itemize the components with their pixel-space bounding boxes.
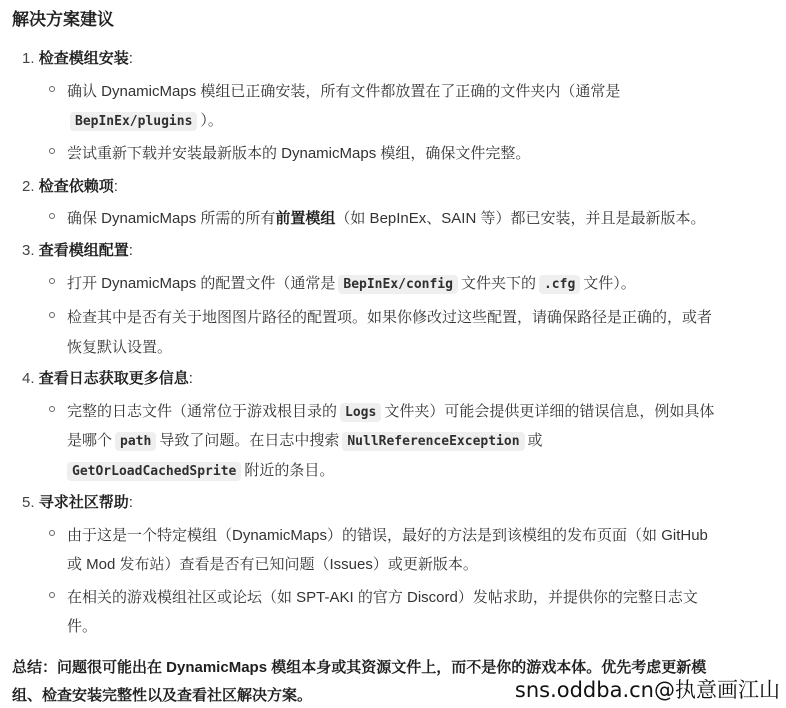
list-number: 1.	[22, 50, 35, 67]
list-item-title-4	[22, 367, 193, 388]
bullet-text: 检查其中是否有关于地图图片路径的配置项。如果你修改过这些配置，请确保路径是正确的，或者	[67, 309, 713, 326]
inline-code: Logs	[340, 403, 381, 422]
bullet-text: 确认 DynamicMaps 模组已正确安装，所有文件都放置在了正确的文件夹内（通常是	[67, 83, 621, 100]
bullet-text-cont: 是哪个 path 导致了问题。在日志中搜索 NullReferenceException 或	[67, 432, 543, 449]
bullet-text-cont: BepInEx/plugins ）。	[67, 109, 223, 130]
list-item-title-text: 查看模组配置	[38, 242, 129, 259]
bullet-icon	[49, 530, 55, 536]
bullet-text: 在相关的游戏模组社区或论坛（如 SPT-AKI 的官方 Discord）发帖求助，并提供你的完整日志文	[67, 589, 698, 606]
bullet-text-cont: 件。	[67, 618, 98, 635]
list-number: 5.	[22, 494, 35, 511]
list-number: 2.	[22, 178, 35, 195]
bullet-icon	[49, 406, 55, 412]
section-heading: 解决方案建议	[12, 10, 114, 29]
inline-code: BepInEx/plugins	[70, 112, 197, 131]
colon: :	[113, 178, 118, 195]
summary-text: 总结：问题很可能出在 DynamicMaps 模组本身或其资源文件上，而不是你的游戏本体。优先考虑更新模	[12, 659, 707, 676]
inline-code: GetOrLoadCachedSprite	[67, 462, 241, 481]
inline-code: BepInEx/config	[338, 275, 458, 294]
bullet-text: 完整的日志文件（通常位于游戏根目录的 Logs 文件夹）可能会提供更详细的错误信息，例如具体	[67, 403, 715, 420]
list-number: 4.	[22, 370, 35, 387]
list-item-title-text: 检查模组安装	[38, 50, 129, 67]
list-item-title-5	[22, 491, 133, 512]
list-item-title-2	[22, 175, 118, 196]
bullet-icon	[49, 86, 55, 92]
bullet-text: 尝试重新下载并安装最新版本的 DynamicMaps 模组，确保文件完整。	[67, 145, 531, 162]
bullet-icon	[49, 213, 55, 219]
bullet-icon	[49, 148, 55, 154]
bullet-text: 由于这是一个特定模组（DynamicMaps）的错误，最好的方法是到该模组的发布页面（如 GitHub	[67, 527, 708, 544]
list-number: 3.	[22, 242, 35, 259]
bullet-icon	[49, 592, 55, 598]
summary-text-cont: 组、检查安装完整性以及查看社区解决方案。	[12, 687, 313, 704]
colon: :	[128, 494, 133, 511]
inline-code: path	[115, 432, 156, 451]
colon: :	[128, 242, 133, 259]
list-item-title-3	[22, 239, 133, 260]
bullet-text-cont: GetOrLoadCachedSprite 附近的条目。	[67, 459, 334, 480]
list-item-title-text: 检查依赖项	[38, 178, 114, 195]
bullet-icon	[49, 278, 55, 284]
inline-code: .cfg	[539, 275, 580, 294]
watermark: sns.oddba.cn@执意画江山	[514, 678, 780, 702]
list-item-title-text: 查看日志获取更多信息	[38, 370, 189, 387]
colon: :	[128, 50, 133, 67]
list-item-title-1	[22, 47, 133, 68]
bullet-text-cont: 或 Mod 发布站）查看是否有已知问题（Issues）或更新版本。	[67, 556, 478, 573]
bullet-icon	[49, 312, 55, 318]
list-item-title-text: 寻求社区帮助	[38, 494, 129, 511]
bullet-text-cont: 恢复默认设置。	[67, 339, 173, 356]
inline-code: NullReferenceException	[342, 432, 524, 451]
bullet-text: 确保 DynamicMaps 所需的所有前置模组（如 BepInEx、SAIN 等）都已安装，并且是最新版本。	[67, 210, 706, 227]
colon: :	[188, 370, 193, 387]
bullet-text: 打开 DynamicMaps 的配置文件（通常是 BepInEx/config 文件夹下的 .cfg 文件）。	[67, 275, 636, 292]
